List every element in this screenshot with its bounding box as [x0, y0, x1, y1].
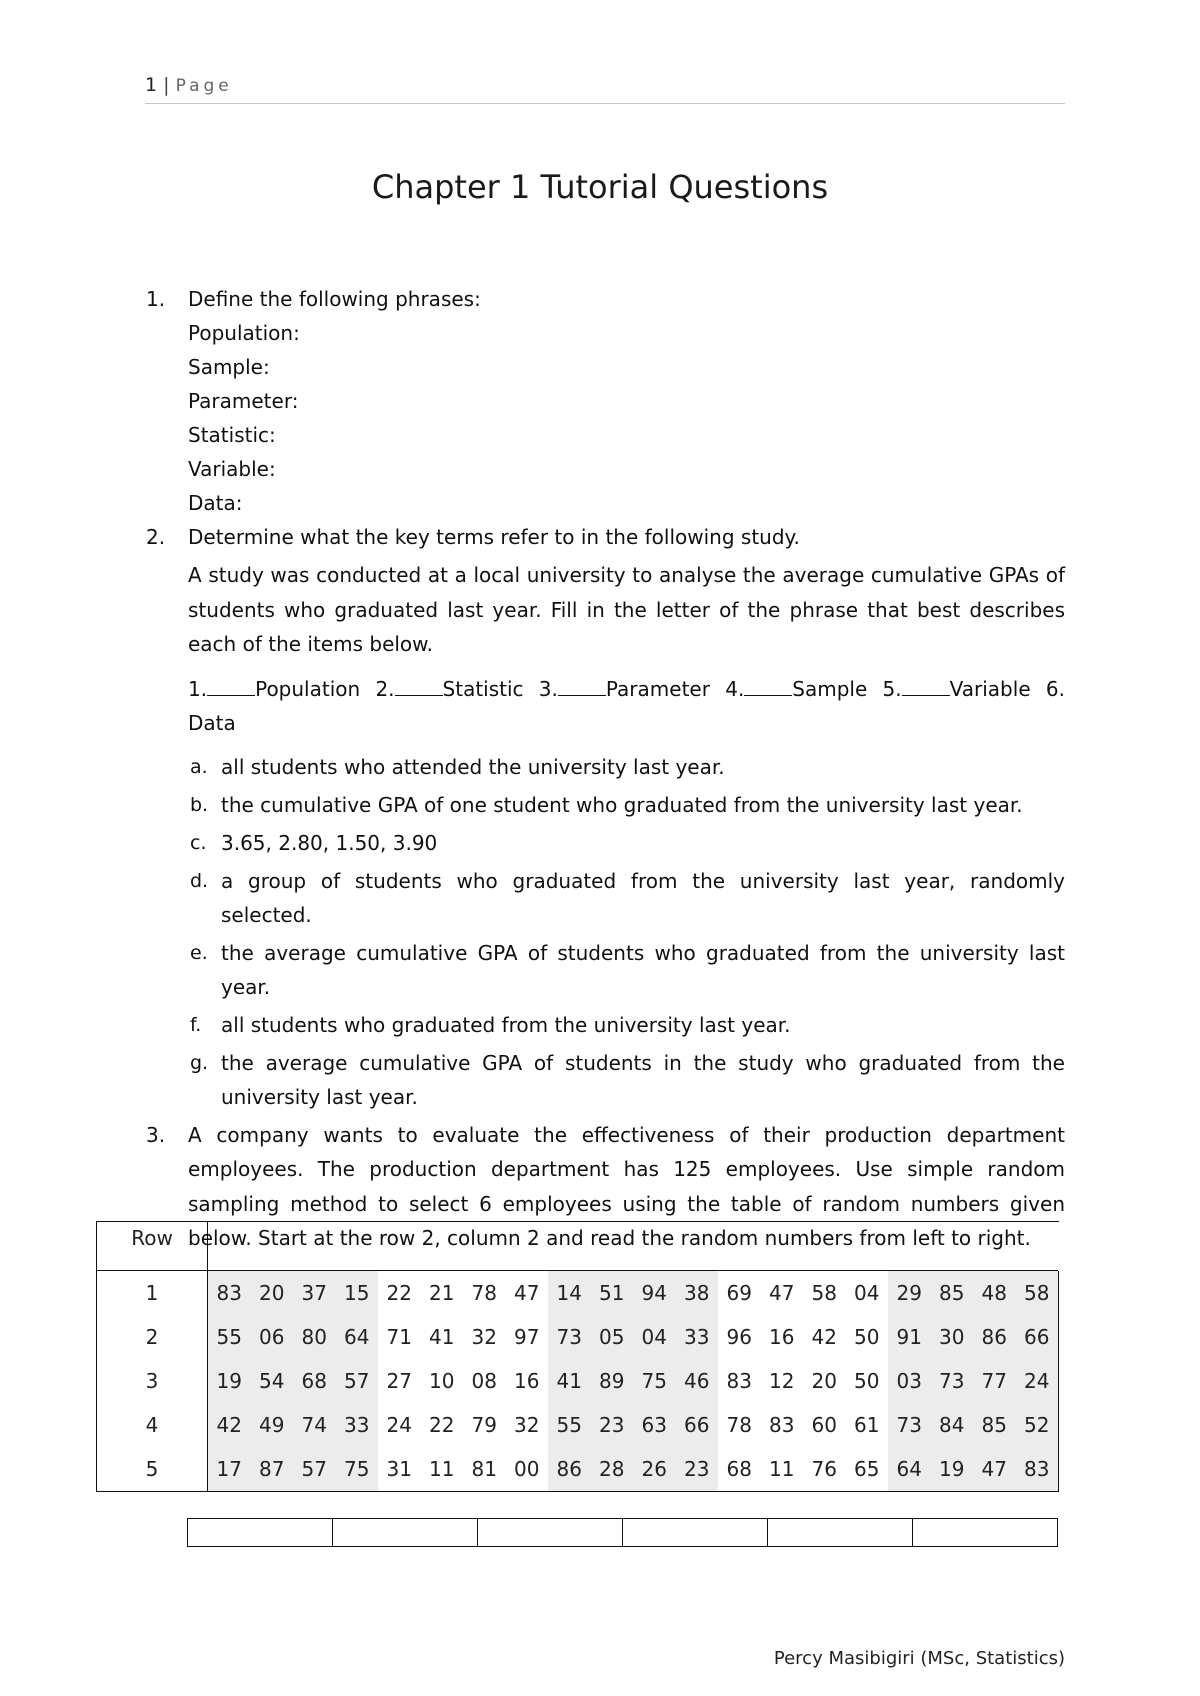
table-row: [97, 1359, 1059, 1403]
answer-box[interactable]: [623, 1519, 768, 1547]
answer-box[interactable]: [188, 1519, 333, 1547]
table-row: [97, 1403, 1059, 1447]
fill-item: Statistic 3.: [442, 676, 558, 701]
table-cell: 03: [888, 1359, 931, 1403]
table-cell: 04: [633, 1315, 676, 1359]
answer-boxes-table: [187, 1518, 1058, 1547]
answer-box[interactable]: [478, 1519, 623, 1547]
table-cell: 86: [973, 1315, 1016, 1359]
table-cell: 83: [208, 1271, 251, 1316]
answer-blank[interactable]: [395, 677, 443, 696]
table-cell: 86: [548, 1447, 591, 1492]
table-cell: 29: [888, 1271, 931, 1316]
table-cell: 65: [846, 1447, 889, 1492]
question-text: A company wants to evaluate the effectiveness of their production department employees. The production department has 125 employees. Use simple random sampling method to select 6 employees using the table of random numbers given below. Start at the row 2, column 2 and read the random numbers from left to right.: [188, 1122, 1065, 1250]
table-cell: 06: [251, 1315, 294, 1359]
answer-blank[interactable]: [744, 677, 792, 696]
table-cell: 52: [1016, 1403, 1059, 1447]
table-cell: 83: [726, 1369, 752, 1393]
options-list: [188, 750, 1065, 1114]
table-cell: 27: [386, 1369, 412, 1393]
term-item: Statistic:: [188, 423, 276, 447]
option-item: [188, 936, 1065, 1004]
table-header-row: [97, 1222, 1059, 1271]
table-cell: 79: [471, 1413, 497, 1437]
table-cell: 16: [769, 1325, 795, 1349]
option-text: 3.65, 2.80, 1.50, 3.90: [221, 830, 438, 855]
table-row: [97, 1315, 1059, 1359]
table-cell: 30: [931, 1315, 974, 1359]
term-item: Variable:: [188, 457, 276, 481]
table-cell: 24: [386, 1413, 412, 1437]
table-cell: 11: [761, 1447, 804, 1492]
table-cell: 47: [761, 1271, 804, 1316]
table-cell: 42: [208, 1403, 251, 1447]
table-cell: 32: [471, 1325, 497, 1349]
option-item: [188, 864, 1065, 932]
header-empty-cell: [208, 1222, 1059, 1271]
row-label: 1: [97, 1271, 208, 1316]
term-item: Population:: [188, 321, 300, 345]
row-header: Row: [97, 1222, 208, 1271]
fill-item: 1.: [188, 676, 208, 701]
random-numbers-table: [96, 1221, 1059, 1492]
table-cell: 50: [854, 1369, 880, 1393]
option-item: [188, 750, 1065, 784]
table-cell: 74: [293, 1403, 336, 1447]
table-cell: 78: [463, 1271, 506, 1316]
option-letter: e.: [190, 941, 208, 964]
question-prompt: Define the following phrases:: [188, 287, 481, 311]
table-cell: 28: [591, 1447, 634, 1492]
table-cell: 69: [718, 1271, 761, 1316]
page-word: Page: [175, 76, 233, 96]
table-cell: 64: [336, 1315, 379, 1359]
option-item: [188, 1008, 1065, 1042]
fill-item: Variable 6. Data: [188, 676, 1065, 735]
option-text: all students who attended the university last year.: [221, 754, 725, 779]
fill-in-line: [188, 672, 1065, 740]
table-cell: 22: [378, 1271, 421, 1316]
row-label: 2: [97, 1315, 208, 1359]
table-cell: 66: [1016, 1315, 1059, 1359]
table-cell: 15: [336, 1271, 379, 1316]
option-letter: d.: [190, 869, 209, 892]
table-cell: 85: [973, 1403, 1016, 1447]
table-row: [97, 1271, 1059, 1316]
table-cell: 75: [336, 1447, 379, 1492]
table-cell: 41: [548, 1359, 591, 1403]
option-text: the cumulative GPA of one student who graduated from the university last year.: [221, 792, 1023, 817]
answer-blank[interactable]: [902, 677, 950, 696]
answer-box[interactable]: [768, 1519, 913, 1547]
option-letter: b.: [190, 793, 209, 816]
option-letter: g.: [190, 1051, 209, 1074]
table-cell: 23: [591, 1403, 634, 1447]
question-number: 2.: [146, 525, 166, 549]
table-cell: 50: [854, 1325, 880, 1349]
option-letter: f.: [190, 1013, 202, 1036]
table-cell: 97: [514, 1325, 540, 1349]
table-cell: 68: [293, 1359, 336, 1403]
table-cell: 21: [421, 1271, 464, 1316]
table-cell: 96: [726, 1325, 752, 1349]
table-cell: 23: [676, 1447, 719, 1492]
table-cell: 55: [208, 1315, 251, 1359]
table-cell: 94: [633, 1271, 676, 1316]
table-cell: 51: [591, 1271, 634, 1316]
table-cell: 31: [378, 1447, 421, 1492]
table-cell: 60: [811, 1413, 837, 1437]
table-cell: 08: [471, 1369, 497, 1393]
question-1: [140, 282, 1065, 520]
answer-blank[interactable]: [207, 677, 255, 696]
table-cell: 17: [208, 1447, 251, 1492]
fill-item: Parameter 4.: [605, 676, 745, 701]
table-cell: 80: [293, 1315, 336, 1359]
table-cell: 58: [1016, 1271, 1059, 1316]
table-cell: 68: [718, 1447, 761, 1492]
table-cell: 20: [811, 1369, 837, 1393]
answer-box[interactable]: [333, 1519, 478, 1547]
table-cell: 78: [726, 1413, 752, 1437]
option-text: a group of students who graduated from the university last year, randomly selected.: [221, 868, 1065, 927]
table-cell: 57: [336, 1359, 379, 1403]
table-cell: 12: [769, 1369, 795, 1393]
option-item: [188, 826, 1065, 860]
table-cell: 47: [973, 1447, 1016, 1492]
page-separator: |: [163, 74, 170, 96]
fill-item: Population 2.: [255, 676, 395, 701]
document-title: Chapter 1 Tutorial Questions: [371, 168, 829, 206]
table-cell: 19: [208, 1359, 251, 1403]
table-cell: 85: [931, 1271, 974, 1316]
table-cell: 24: [1016, 1359, 1059, 1403]
row-label: 4: [97, 1403, 208, 1447]
question-2: [140, 520, 1065, 1114]
table-cell: 71: [386, 1325, 412, 1349]
table-cell: 00: [506, 1447, 549, 1492]
table-cell: 75: [633, 1359, 676, 1403]
answer-box[interactable]: [913, 1519, 1058, 1547]
table-cell: 33: [336, 1403, 379, 1447]
table-cell: 63: [633, 1403, 676, 1447]
fill-item: Sample 5.: [792, 676, 902, 701]
header-rule: [145, 103, 1065, 104]
table-row: [97, 1447, 1059, 1492]
term-item: Parameter:: [188, 389, 299, 413]
table-cell: 11: [421, 1447, 464, 1492]
table-cell: 87: [251, 1447, 294, 1492]
term-item: Data:: [188, 491, 243, 515]
table-cell: 26: [633, 1447, 676, 1492]
table-cell: 84: [931, 1403, 974, 1447]
option-letter: c.: [190, 831, 207, 854]
table-cell: 64: [888, 1447, 931, 1492]
table-cell: 32: [514, 1413, 540, 1437]
table-cell: 66: [676, 1403, 719, 1447]
table-cell: 55: [548, 1403, 591, 1447]
table-cell: 19: [931, 1447, 974, 1492]
table-cell: 91: [888, 1315, 931, 1359]
row-label: 5: [97, 1447, 208, 1492]
term-item: Sample:: [188, 355, 270, 379]
table-cell: 05: [591, 1315, 634, 1359]
table-cell: 46: [676, 1359, 719, 1403]
table-cell: 76: [803, 1447, 846, 1492]
table-cell: 04: [846, 1271, 889, 1316]
option-text: the average cumulative GPA of students who graduated from the university last year.: [221, 940, 1065, 999]
table-cell: 33: [676, 1315, 719, 1359]
table-cell: 61: [854, 1413, 880, 1437]
table-cell: 38: [676, 1271, 719, 1316]
page-header: [145, 74, 1065, 96]
table-cell: 73: [548, 1315, 591, 1359]
option-item: [188, 788, 1065, 822]
answer-blank[interactable]: [558, 677, 606, 696]
table-cell: 49: [251, 1403, 294, 1447]
question-number: 1.: [146, 287, 166, 311]
table-cell: 57: [293, 1447, 336, 1492]
table-cell: 37: [293, 1271, 336, 1316]
table-cell: 77: [973, 1359, 1016, 1403]
option-text: all students who graduated from the university last year.: [221, 1012, 791, 1037]
table-cell: 10: [429, 1369, 455, 1393]
table-cell: 22: [429, 1413, 455, 1437]
option-item: [188, 1046, 1065, 1114]
table-cell: 42: [811, 1325, 837, 1349]
table-cell: 54: [251, 1359, 294, 1403]
question-number: 3.: [146, 1122, 166, 1147]
table-cell: 14: [548, 1271, 591, 1316]
page-number: 1: [145, 74, 158, 96]
author-footer: Percy Masibigiri (MSc, Statistics): [773, 1648, 1065, 1669]
table-cell: 83: [1016, 1447, 1059, 1492]
table-cell: 47: [506, 1271, 549, 1316]
table-cell: 73: [931, 1359, 974, 1403]
question-prompt: Determine what the key terms refer to in the following study.: [188, 525, 800, 549]
table-cell: 48: [973, 1271, 1016, 1316]
row-label: 3: [97, 1359, 208, 1403]
table-cell: 89: [591, 1359, 634, 1403]
option-letter: a.: [190, 755, 208, 778]
table-cell: 41: [429, 1325, 455, 1349]
document-body: [140, 282, 1065, 1256]
table-cell: 58: [803, 1271, 846, 1316]
table-cell: 16: [514, 1369, 540, 1393]
table-cell: 73: [888, 1403, 931, 1447]
study-paragraph: A study was conducted at a local university to analyse the average cumulative GPAs of students who graduated last year. Fill in the letter of the phrase that best describes each of the items below.: [188, 563, 1065, 656]
table-cell: 20: [251, 1271, 294, 1316]
table-cell: 81: [463, 1447, 506, 1492]
option-text: the average cumulative GPA of students in the study who graduated from the university last year.: [221, 1050, 1065, 1109]
table-cell: 83: [769, 1413, 795, 1437]
